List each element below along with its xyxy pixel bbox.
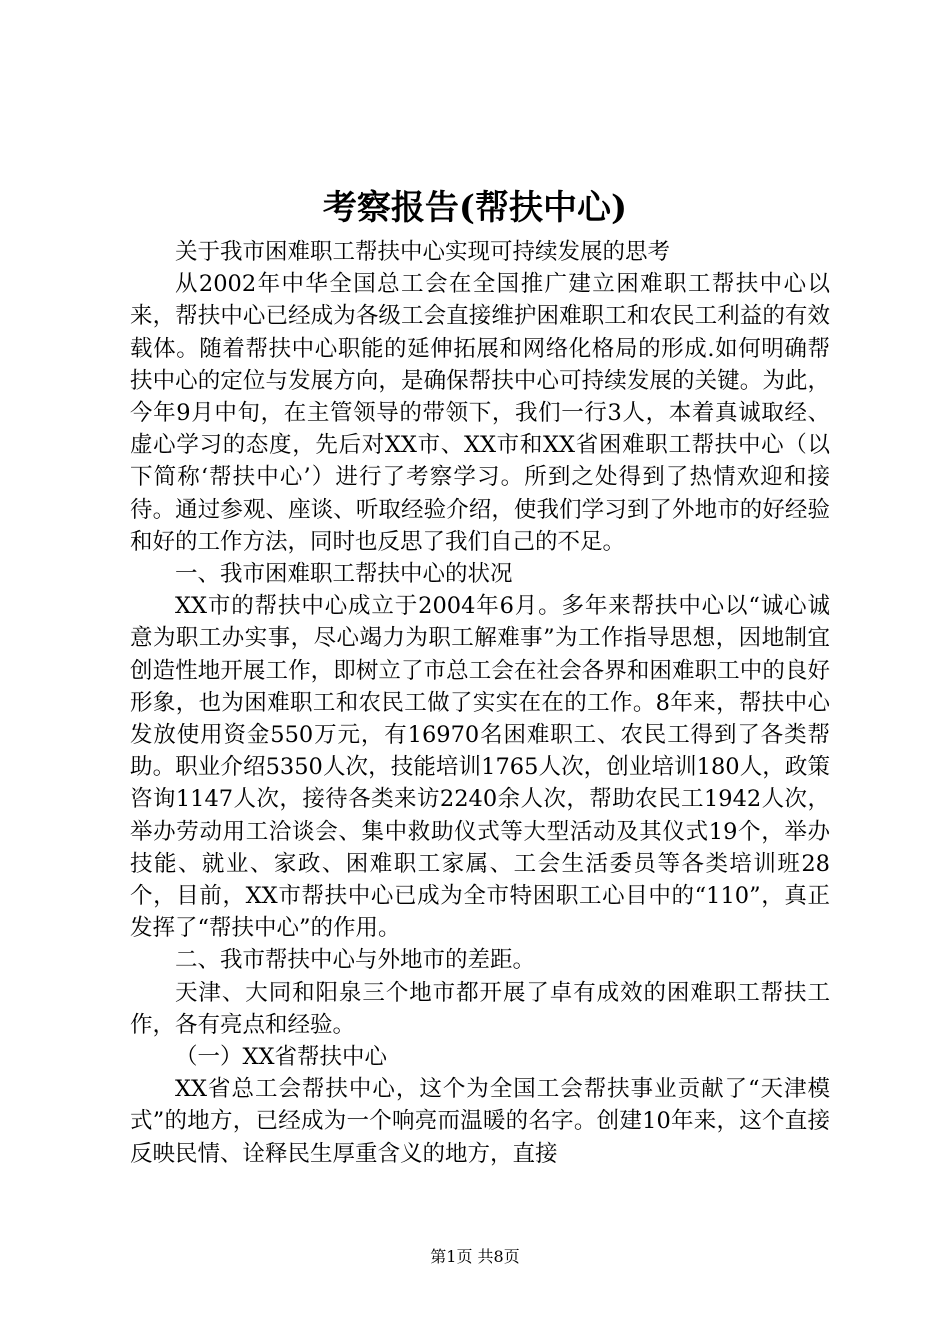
subsection-heading-1: （一）XX省帮扶中心 [175, 1044, 388, 1071]
section-2-paragraph: 天津、大同和阳泉三个地市都开展了卓有成效的困难职工帮扶工作，各有亮点和经验。 [130, 979, 830, 1038]
document-body [130, 236, 830, 1170]
section-heading-1: 一、我市困难职工帮扶中心的状况 [175, 561, 513, 588]
subtitle-paragraph: 关于我市困难职工帮扶中心实现可持续发展的思考 [175, 239, 671, 265]
section-heading-2: 二、我市帮扶中心与外地市的差距。 [175, 947, 536, 974]
document-title: 考察报告(帮扶中心) [322, 188, 628, 228]
intro-paragraph: 从2002年中华全国总工会在全国推广建立困难职工帮扶中心以来，帮扶中心已经成为各级工会直接维护困难职工和农民工利益的有效载体。随着帮扶中心职能的延伸拓展和网络化格局的形成.如何明确帮扶中心的定位与发展方向，是确保帮扶中心可持续发展的关键。为此，今年9月中旬，在主管领导的带领下，我们一行3人，本着真诚取经、虚心学习的态度，先后对XX市、XX市和XX省困难职工帮扶中心（以下简称‘帮扶中心’）进行了考察学习。所到之处得到了热情欢迎和接待。通过参观、座谈、听取经验介绍，使我们学习到了外地市的好经验和好的工作方法，同时也反思了我们自己的不足。 [130, 271, 830, 555]
page-number-footer: 第1页 共8页 [430, 1247, 520, 1266]
subsection-1-paragraph: XX省总工会帮扶中心，这个为全国工会帮扶事业贡献了“天津模式”的地方，已经成为一个响亮而温暖的名字。创建10年来，这个直接反映民情、诠释民生厚重含义的地方，直接 [130, 1076, 830, 1167]
section-1-paragraph: XX市的帮扶中心成立于2004年6月。多年来帮扶中心以“诚心诚意为职工办实事，尽心竭力为职工解难事”为工作指导思想，因地制宜创造性地开展工作，即树立了市总工会在社会各界和困难职工中的良好形象，也为困难职工和农民工做了实实在在的工作。8年来，帮扶中心发放使用资金550万元，有16970名困难职工、农民工得到了各类帮助。职业介绍5350人次，技能培训1765人次，创业培训180人，政策咨询1147人次，接待各类来访2240余人次，帮助农民工1942人次，举办劳动用工洽谈会、集中救助仪式等大型活动及其仪式19个，举办技能、就业、家政、困难职工家属、工会生活委员等各类培训班28个，目前，XX市帮扶中心已成为全市特困职工心目中的“110”，真正发挥了“帮扶中心”的作用。 [130, 593, 830, 942]
